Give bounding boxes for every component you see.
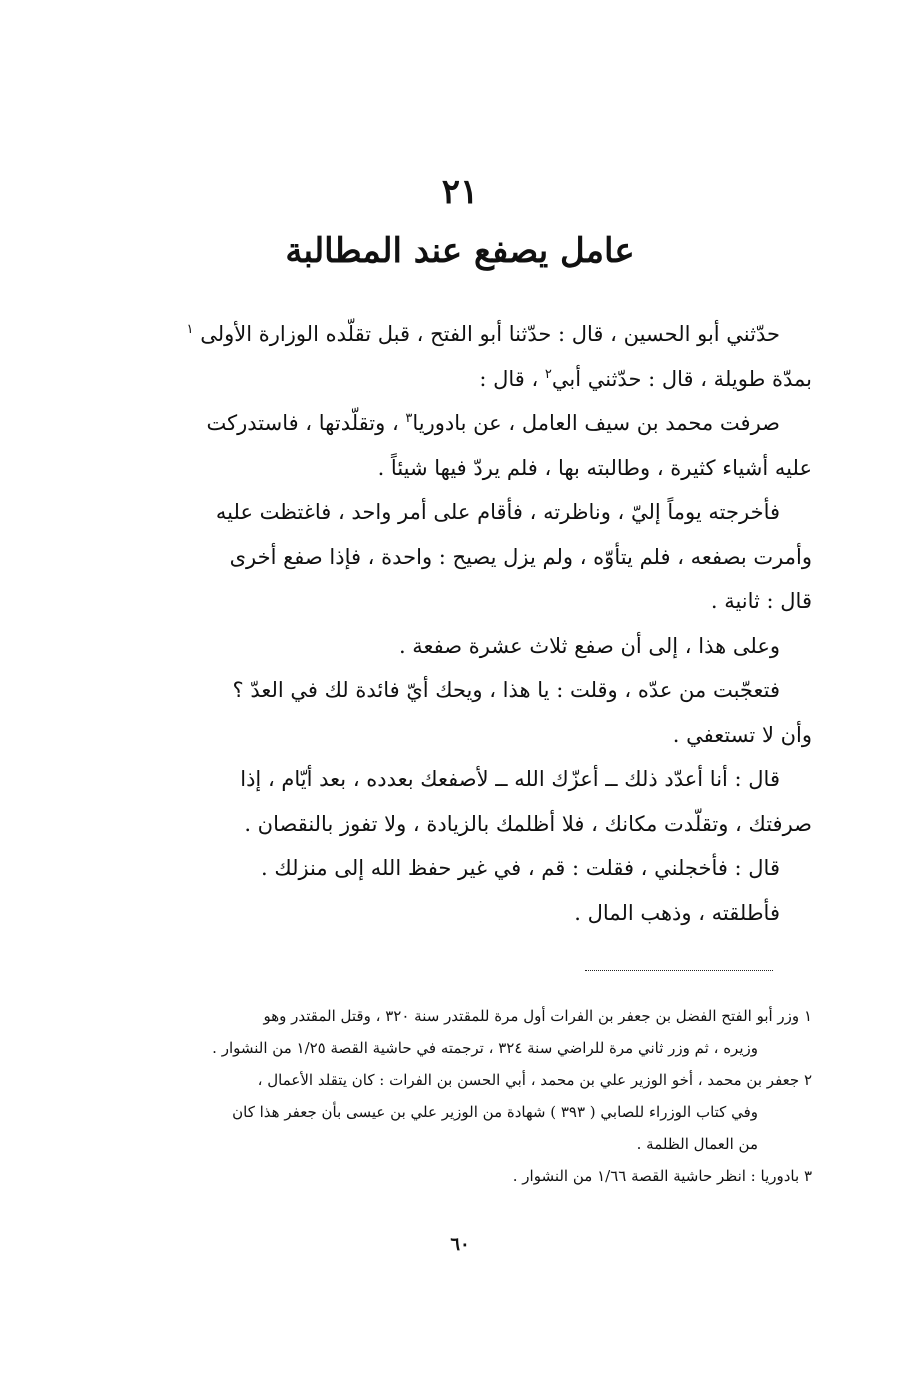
- paragraph-3-line-3: قال : ثانية .: [710, 589, 812, 613]
- paragraph-5-line-2: وأن لا تستعفي .: [672, 722, 812, 747]
- paragraph-3: [108, 490, 812, 624]
- line-text: ، قال :: [479, 366, 545, 391]
- paragraph-7-line-1: قال : فأخجلني ، فقلت : قم ، في غير حفظ الله إلى منزلك .: [261, 856, 780, 880]
- footnote-ref-3: ٣: [405, 411, 413, 426]
- footnote-1-line-2: وزيره ، ثم وزر ثاني مرة للراضي سنة ٣٢٤ ، ترجمته في حاشية القصة ١/٢٥ من النشوار .: [212, 1039, 758, 1057]
- footnote-ref-2: ٢: [544, 366, 552, 382]
- footnote-3-line-1: ٣ بادوريا : انظر حاشية القصة ١/٦٦ من النشوار .: [512, 1167, 812, 1185]
- paragraph-5: [108, 668, 812, 757]
- paragraph-7: [108, 846, 780, 891]
- footnote-2-line-1: ٢ جعفر بن محمد ، أخو الوزير علي بن محمد ، أبي الحسن بن الفرات : كان يتقلد الأعمال ،: [257, 1071, 812, 1089]
- paragraph-2: [108, 401, 812, 490]
- story-number: ٢١: [441, 172, 479, 212]
- footnote-separator: [585, 970, 773, 971]
- paragraph-2-line-1: [108, 401, 780, 446]
- line-text: بمدّة طويلة ، قال : حدّثني أبي: [551, 366, 812, 391]
- paragraph-6: [108, 757, 812, 846]
- paragraph-3-line-1: فأخرجته يوماً إليّ ، وناظرته ، فأقام على أمر واحد ، فاغتظت عليه: [215, 500, 780, 524]
- footnote-1-line-1: ١ وزر أبو الفتح الفضل بن جعفر بن الفرات أول مرة للمقتدر سنة ٣٢٠ ، وقتل المقتدر وهو: [263, 1007, 812, 1025]
- paragraph-2-line-2: عليه أشياء كثيرة ، وطالبته بها ، فلم يردّ فيها شيئاً .: [377, 455, 812, 480]
- paragraph-5-line-1: فتعجّبت من عدّه ، وقلت : يا هذا ، ويحك أيّ فائدة لك في العدّ ؟: [232, 678, 780, 702]
- paragraph-6-line-2: صرفتك ، وتقلّدت مكانك ، فلا أظلمك بالزيادة ، ولا تفوز بالنقصان .: [244, 811, 812, 836]
- story-body: [108, 312, 812, 935]
- paragraph-4-line-1: وعلى هذا ، إلى أن صفع ثلاث عشرة صفعة .: [398, 633, 780, 658]
- paragraph-1-line-1: [108, 312, 780, 357]
- line-text: صرفت محمد بن سيف العامل ، عن بادوريا: [412, 411, 780, 435]
- paragraph-3-line-2: وأمرت بصفعه ، فلم يتأوّه ، ولم يزل يصيح : واحدة ، فإذا صفع أخرى: [229, 544, 812, 569]
- footnote-ref-1: ١: [186, 322, 194, 337]
- footnotes: [108, 1000, 812, 1192]
- paragraph-1: [108, 312, 812, 401]
- paragraph-8-line-1: فأطلقته ، وذهب المال .: [574, 900, 780, 925]
- paragraph-8: [108, 891, 780, 936]
- footnote-2-line-2: وفي كتاب الوزراء للصابي ( ٣٩٣ ) شهادة من الوزير علي بن عيسى بأن جعفر هذا كان: [232, 1103, 758, 1121]
- line-text: ، وتقلّدتها ، فاستدركت: [206, 411, 406, 435]
- line-text: حدّثني أبو الحسين ، قال : حدّثنا أبو الفتح ، قبل تقلّده الوزارة الأولى: [200, 322, 780, 346]
- paragraph-1-line-2: [108, 357, 812, 402]
- page-number: ٦٠: [450, 1234, 470, 1255]
- paragraph-6-line-1: قال : أنا أعدّد ذلك ــ أعزّك الله ــ لأصفعك بعدده ، بعد أيّام ، إذا: [240, 767, 780, 791]
- paragraph-4: [108, 624, 780, 669]
- footnote-2-line-3: من العمال الظلمة .: [636, 1135, 758, 1153]
- story-title: عامل يصفع عند المطالبة: [285, 231, 635, 271]
